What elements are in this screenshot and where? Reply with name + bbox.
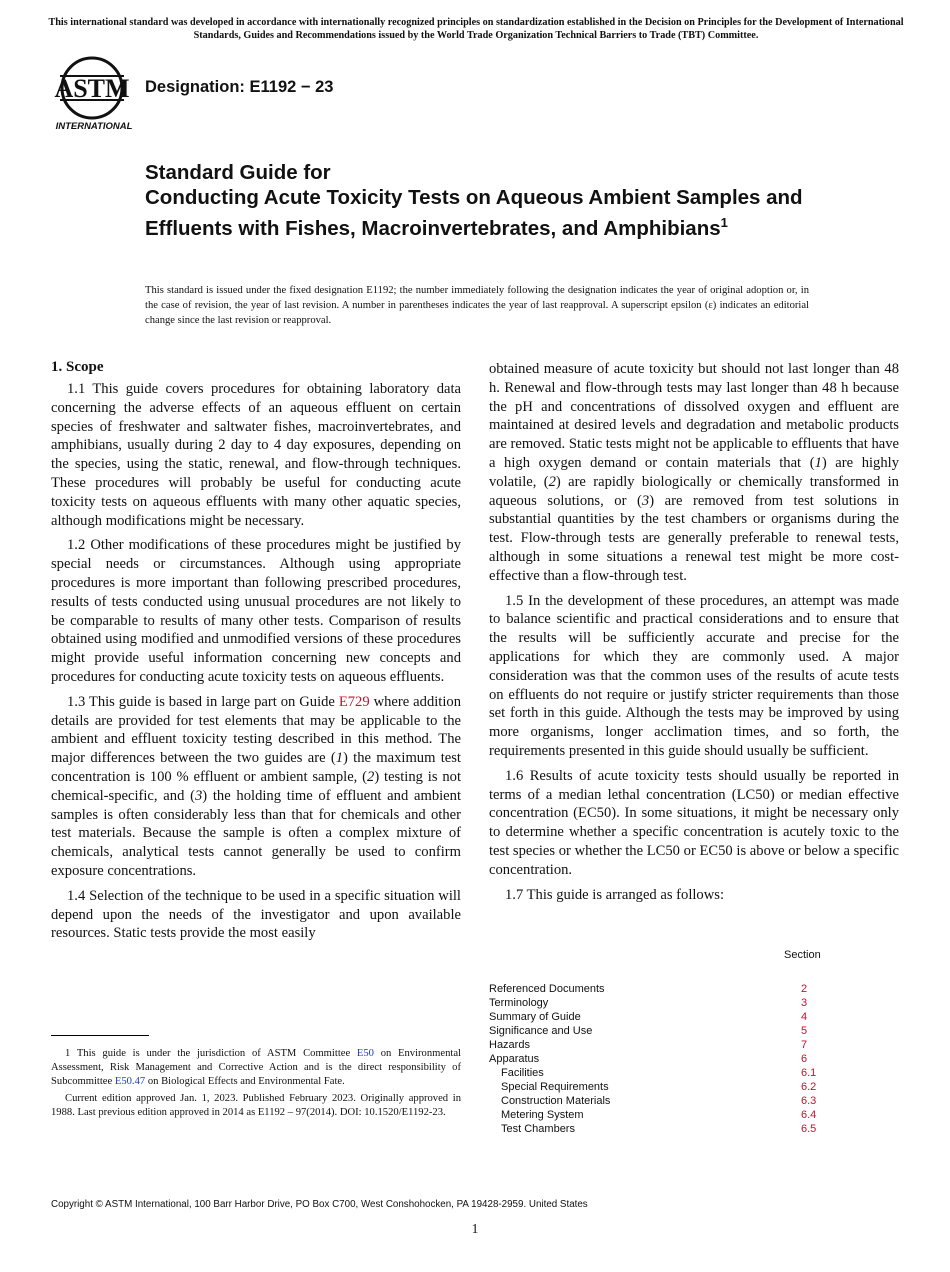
issuance-note: This standard is issued under the fixed designation E1192; the number immediately following the designation indicates the year of original adoption or, in the case of revision, the year of last revision. A number in parentheses indicates the year of last reapproval. A superscript epsilon (ε) indicates an editorial change since the last revision or reapproval. [145,285,809,326]
section-title: Special Requirements [501,1081,609,1093]
link-e729[interactable]: E729 [338,693,370,710]
section-table-row [489,1080,899,1094]
title-main: Conducting Acute Toxicity Tests on Aqueous Ambient Samples and Effluents with Fishes, Macroinvertebrates, and Amphibians [145,186,803,240]
text: 1 This guide is under the jurisdiction of ASTM Committee [65,1048,357,1059]
italic-1: 1 [814,454,822,471]
section-number-link[interactable]: 6.4 [801,1109,817,1121]
logo-letters: ASTM [54,74,130,103]
paragraph-1-4-start: 1.4 Selection of the technique to be used in a specific situation will depend upon the needs of the investigator and upon available resources. Static tests provide the most easily [51,887,461,942]
link-e50-47[interactable]: E50.47 [114,1075,146,1087]
section-table-row [489,1066,899,1080]
italic-1: 1 [335,750,343,767]
section-number-link[interactable]: 6.2 [801,1081,817,1093]
title-line-2 [145,185,845,241]
section-title: Facilities [501,1067,544,1079]
section-number-link[interactable]: 7 [801,1039,808,1051]
international-standard-note: This international standard was developed in accordance with internationally recognized principles on standardization established in the Decision on Principles for the Development of International Standards, Guides and Recommendations issued by the World Trade Organization Technical Barriers to Trade (TBT) Committee. [48,17,904,41]
italic-3: 3 [194,787,203,804]
document-title [145,160,845,241]
paragraph-1-4-continued [489,360,899,586]
section-number-link[interactable]: 5 [801,1025,808,1037]
paragraph-1-1: 1.1 This guide covers procedures for obtaining laboratory data concerning the adverse effects of an aqueous effluent on certain species of freshwater and saltwater fishes, macroinvertebrates, and amphibians, usually during 2 day to 4 day exposures, depending on the species, using the static, renewal, and flow-through techniques. These procedures will probably be useful for conducting acute toxicity tests on aqueous effluents with many other aquatic species, although modifications might be necessary. [51,381,461,529]
section-table-row [489,1052,899,1066]
section-number-link[interactable]: 2 [801,983,808,995]
text: ) the holding time of effluent and ambient samples is often considerably less than that for chemicals and other test materials. Because the sample is often a complex mixture of chemicals, analytical tests cannot generally be used to confirm exposure concentrations. [51,787,461,879]
section-title: Referenced Documents [489,983,605,995]
footnote-1 [51,1047,461,1089]
section-table-row [489,982,899,996]
title-footnote-mark: 1 [720,215,728,230]
section-table-row [489,1094,899,1108]
logo-subtitle: INTERNATIONAL [55,121,133,132]
italic-2: 2 [367,768,375,785]
section-title: Terminology [489,997,549,1009]
text: ) testing is not chemical-specific, and ( [51,768,461,804]
section-table-row [489,1024,899,1038]
astm-logo-icon [52,56,136,132]
left-column [51,357,461,949]
paragraph-1-6: 1.6 Results of acute toxicity tests should usually be reported in terms of a median lethal concentration (LC50) or median effective concentration (EC50). In some situations, it might be necessary only to determine whether a specific concentration is acutely toxic to the test species or whether the LC50 or EC50 is above or below a specific concentration. [489,767,899,878]
section-number-link[interactable]: 6.1 [801,1067,817,1079]
paragraph-1-2: 1.2 Other modifications of these procedures might be justified by special needs or circumstances. Although using appropriate procedures is more important than following prescribed procedures, results of tests conducted using unusual procedures are not likely to be comparable to results of many other tests. Comparison of results obtained using modified and unmodified versions of these procedures might provide useful information concerning new concepts and procedures for conducting acute toxicity tests on aqueous effluents. [51,537,461,685]
section-title: Test Chambers [501,1123,575,1135]
italic-2: 2 [548,473,556,490]
section-number-link[interactable]: 6.3 [801,1095,817,1107]
text: ) are removed from test solutions in substantial quantities by the test chambers or organisms during the test. Flow-through tests are generally preferable to renewal tests, although in some situations a renewal test might be more cost-effective than a flow-through test. [489,492,899,584]
section-title: Construction Materials [501,1095,611,1107]
section-table-row [489,1010,899,1024]
footnote [51,1047,461,1123]
section-number-link[interactable]: 3 [801,997,808,1009]
italic-3: 3 [641,492,650,509]
astm-logo [52,56,136,132]
footnote-divider [51,1035,149,1036]
text: on Environmental Assessment, Risk Management and Corrective Action and is the direct responsibility of Subcommittee [51,1048,461,1087]
page-number: 1 [471,1221,479,1236]
section-title: Metering System [501,1109,584,1121]
section-table-row [489,1122,899,1136]
section-table-row [489,996,899,1010]
section-title: Apparatus [489,1053,540,1065]
section-number-link[interactable]: 6 [801,1053,808,1065]
section-title: Summary of Guide [489,1011,581,1023]
text: obtained measure of acute toxicity but should not last longer than 48 h. Renewal and flow-through tests may last longer than 48 h because the pH and concentrations of dissolved oxygen and effluent are maintained at desired levels and degradation and metabolic products are removed. Static tests might not be applicable to effluents that have a high oxygen demand or contain materials that ( [489,361,899,471]
section-table-header: Section [784,949,821,961]
text: 1.3 This guide is based in large part on Guide [67,693,339,710]
section-number-link[interactable]: 4 [801,1011,808,1023]
paragraph-1-3 [51,693,461,881]
section-title: Significance and Use [489,1025,593,1037]
text: ) are rapidly biologically or chemically transformed in aqueous solutions, or ( [489,473,899,509]
section-table-row [489,1108,899,1122]
copyright: Copyright © ASTM International, 100 Barr Harbor Drive, PO Box C700, West Conshohocken, PA 19428-2959. United States [51,1199,588,1210]
section-heading-scope: 1. Scope [51,359,104,375]
section-title: Hazards [489,1039,530,1051]
paragraph-1-5: 1.5 In the development of these procedures, an attempt was made to balance scientific and practical considerations and to ensure that the results will be sufficiently accurate and precise for the applications for which they are commonly used. A major consideration was that the common uses of the results of acute tests on effluents do not require or justify stricter requirements than those set forth in this guide. Although the tests may be improved by using more organisms, longer acclimation times, and so forth, the requirements presented in this guide should usually be sufficient. [489,592,899,759]
text: where addition details are provided for test elements that may be applicable to the ambient and effluent toxicity testing described in this method. The major differences between the two guides are ( [51,693,462,767]
title-line-1: Standard Guide for [145,161,331,184]
designation: Designation: E1192 − 23 [145,78,334,96]
link-e50[interactable]: E50 [356,1048,374,1059]
section-table-row [489,1038,899,1052]
text: on Biological Effects and Environmental Fate. [145,1075,345,1087]
right-column [489,360,899,910]
footnote-edition: Current edition approved Jan. 1, 2023. Published February 2023. Originally approved in 1988. Last previous edition approved in 2014 as E1192 – 97(2014). DOI: 10.1520/E1192-23. [51,1092,461,1118]
text: ) the maximum test concentration is 100 % effluent or ambient sample, ( [51,750,461,785]
paragraph-1-7: 1.7 This guide is arranged as follows: [505,886,725,903]
text: ) are highly volatile, ( [489,454,899,490]
section-number-link[interactable]: 6.5 [801,1123,817,1135]
